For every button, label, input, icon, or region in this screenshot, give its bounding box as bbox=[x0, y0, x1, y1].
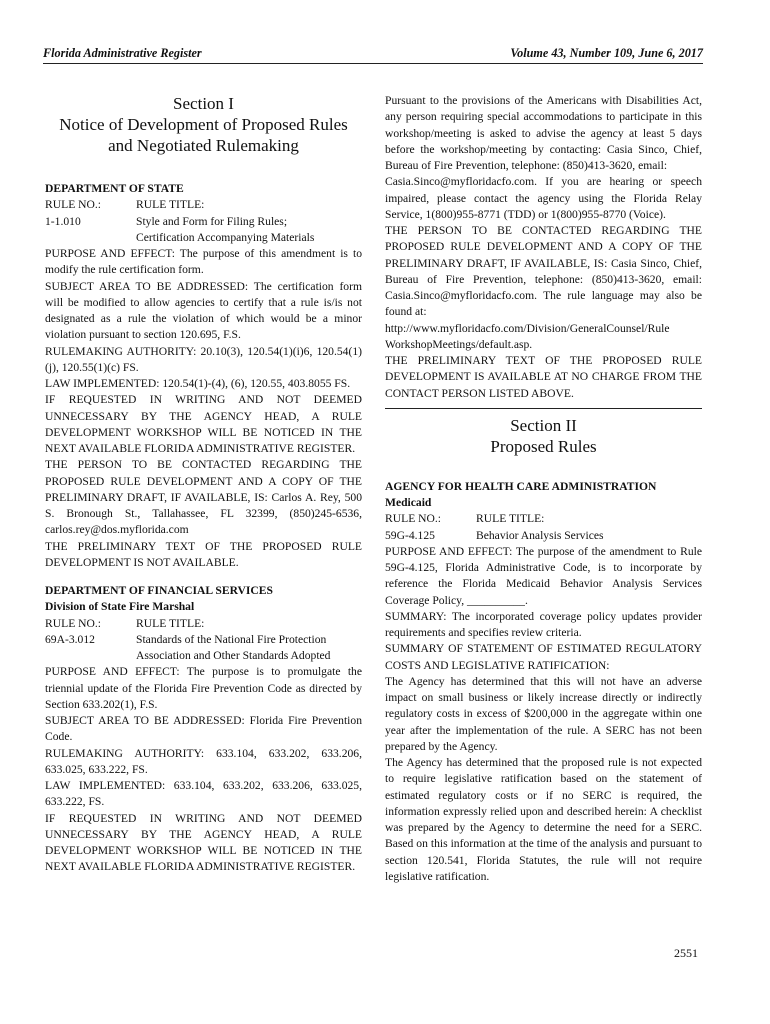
dfs-notice-continued bbox=[385, 93, 702, 402]
workshop-text: IF REQUESTED IN WRITING AND NOT DEEMED UNNECESSARY BY THE AGENCY HEAD, A RULE DEVELOPMENT WORKSHOP WILL BE NOTICED IN THE NEXT AVAILABLE FLORIDA ADMINISTRATIVE REGISTER. bbox=[45, 811, 362, 874]
contact-text: THE PERSON TO BE CONTACTED REGARDING THE PROPOSED RULE DEVELOPMENT AND A COPY OF THE PRELIMINARY DRAFT, IF AVAILABLE, IS: Casia Sinco, Chief, Bureau of Fire Prevention, telephone: (850)413-3620, email: Casia.Sinco@myfloridacfo.com. The rule language may also be found at: bbox=[385, 224, 702, 319]
division-heading: Division of State Fire Marshal bbox=[45, 600, 195, 614]
serc-heading: SUMMARY OF STATEMENT OF ESTIMATED REGULATORY COSTS AND LEGISLATIVE RATIFICATION: bbox=[385, 642, 702, 672]
subject-text: SUBJECT AREA TO BE ADDRESSED: The certification form will be modified to allow agencies to certify that a rule is/is not designated as a rule the violation of which would be a minor violation pursuant to section 120.695, F.S. bbox=[45, 279, 362, 342]
ahca-notice bbox=[385, 479, 702, 885]
agency-heading: DEPARTMENT OF FINANCIAL SERVICES bbox=[45, 584, 273, 597]
authority-text: RULEMAKING AUTHORITY: 633.104, 633.202, 633.206, 633.025, 633.222, FS. bbox=[45, 746, 362, 776]
rule-url-line-1: http://www.myfloridacfo.com/Division/GeneralCounsel/Rule bbox=[385, 321, 670, 335]
section-1-title: Section I Notice of Development of Proposed Rules and Negotiated Rulemaking bbox=[59, 94, 348, 155]
division-heading: Medicaid bbox=[385, 496, 432, 509]
dfs-notice bbox=[45, 583, 362, 876]
rule-row: 59G-4.125 Behavior Analysis Services bbox=[385, 528, 604, 542]
preliminary-text: THE PRELIMINARY TEXT OF THE PROPOSED RULE DEVELOPMENT IS AVAILABLE AT NO CHARGE FROM THE CONTACT PERSON LISTED ABOVE. bbox=[385, 354, 702, 400]
agency-heading: AGENCY FOR HEALTH CARE ADMINISTRATION bbox=[385, 479, 657, 493]
right-column bbox=[385, 93, 702, 885]
volume-info: Volume 43, Number 109, June 6, 2017 bbox=[510, 46, 703, 60]
purpose-text: PURPOSE AND EFFECT: The purpose is to promulgate the triennial update of the Florida Fire Prevention Code as directed by Section 633.202(1), F.S. bbox=[45, 665, 362, 711]
ada-text-2: Casia.Sinco@myfloridacfo.com. If you are hearing or speech impaired, please contact the agency using the Florida Relay Service, 1(800)955-8771 (TDD) or 1(800)955-8770 (Voice). bbox=[385, 175, 702, 221]
purpose-text: PURPOSE AND EFFECT: The purpose of this amendment is to modify the rule certification form. bbox=[45, 247, 362, 277]
contact-text: THE PERSON TO BE CONTACTED REGARDING THE PROPOSED RULE DEVELOPMENT AND A COPY OF THE PRELIMINARY DRAFT, IF AVAILABLE, IS: Carlos A. Rey, 500 S. Bronough St., Tallahassee, FL 32399, (850)245-6536, carlos.rey@dos.myflorida.com bbox=[45, 458, 362, 537]
section-2-title: Section II Proposed Rules bbox=[490, 415, 597, 456]
dos-notice bbox=[45, 181, 362, 571]
rule-row: 1-1.010 Style and Form for Filing Rules; Certification Accompanying Materials bbox=[45, 214, 315, 244]
authority-text: RULEMAKING AUTHORITY: 20.10(3), 120.54(1)(i)6, 120.54(1)(j), 120.55(1)(c) FS. bbox=[45, 344, 362, 374]
rule-header-row: RULE NO.: RULE TITLE: bbox=[385, 512, 545, 526]
left-column bbox=[45, 93, 362, 876]
publication-title: Florida Administrative Register bbox=[43, 46, 202, 60]
rule-header-row: RULE NO.: RULE TITLE: bbox=[45, 198, 205, 212]
rule-url-line-2: WorkshopMeetings/default.asp. bbox=[385, 337, 533, 351]
serc-text-2: The Agency has determined that the proposed rule is not expected to require legislative ratification based on the statement of estimated regulatory costs or if no SERC is required, the information expressly relied upon and described herein: A checklist was prepared by the Agency to determine the need for a SERC. Based on this information at the time of the analysis and pursuant to section 120.541, Florida Statutes, the rule will not require legislative ratification. bbox=[385, 756, 702, 883]
workshop-text: IF REQUESTED IN WRITING AND NOT DEEMED UNNECESSARY BY THE AGENCY HEAD, A RULE DEVELOPMENT WORKSHOP WILL BE NOTICED IN THE NEXT AVAILABLE FLORIDA ADMINISTRATIVE REGISTER. bbox=[45, 393, 362, 455]
ada-text: Pursuant to the provisions of the Americans with Disabilities Act, any person requiring special accommodations to participate in this workshop/meeting is asked to advise the agency at least 5 days before the workshop/meeting by contacting: Casia Sinco, Chief, Bureau of Fire Prevention, telephone: (850)413-3620, email: bbox=[385, 94, 702, 172]
page-number: 2551 bbox=[674, 946, 698, 960]
purpose-text: PURPOSE AND EFFECT: The purpose of the amendment to Rule 59G-4.125, Florida Administrative Code, is to incorporate by reference the Florida Medicaid Behavior Analysis Services Coverage Policy, __________. bbox=[385, 544, 702, 607]
divider bbox=[385, 408, 702, 409]
rule-row: 69A-3.012 Standards of the National Fire Protection Association and Other Standards Adopted bbox=[45, 632, 331, 662]
rule-header-row: RULE NO.: RULE TITLE: bbox=[45, 616, 205, 630]
agency-heading: DEPARTMENT OF STATE bbox=[45, 182, 184, 195]
law-text: LAW IMPLEMENTED: 633.104, 633.202, 633.206, 633.025, 633.222, FS. bbox=[45, 779, 362, 809]
serc-text-1: The Agency has determined that this will not have an adverse impact on small business or likely increase directly or indirectly regulatory costs in excess of $200,000 in the aggregate within one year after the implementation of the rule. A SERC has not been prepared by the Agency. bbox=[385, 674, 702, 753]
page-header bbox=[43, 45, 703, 64]
law-text: LAW IMPLEMENTED: 120.54(1)-(4), (6), 120.55, 403.8055 FS. bbox=[45, 377, 351, 390]
summary-text: SUMMARY: The incorporated coverage policy updates provider requirements and specifies review criteria. bbox=[385, 609, 702, 639]
preliminary-text: THE PRELIMINARY TEXT OF THE PROPOSED RULE DEVELOPMENT IS NOT AVAILABLE. bbox=[45, 539, 362, 569]
subject-text: SUBJECT AREA TO BE ADDRESSED: Florida Fire Prevention Code. bbox=[45, 714, 362, 744]
